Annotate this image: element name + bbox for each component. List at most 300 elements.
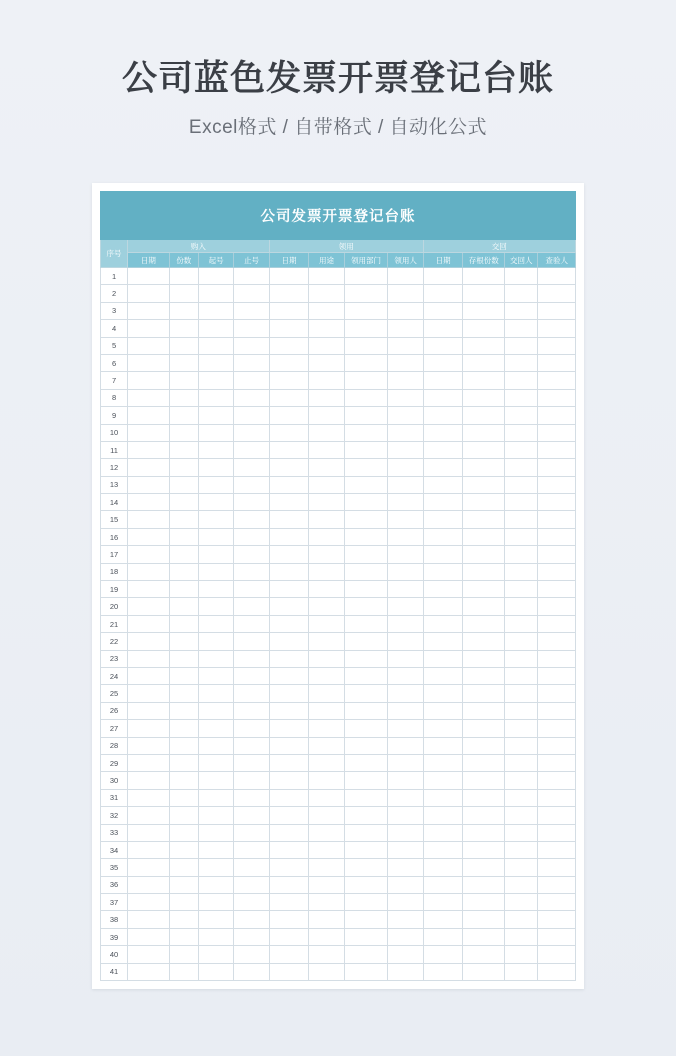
cell[interactable]	[538, 268, 576, 285]
cell[interactable]	[423, 372, 463, 389]
cell[interactable]	[198, 354, 233, 371]
cell[interactable]	[269, 546, 309, 563]
cell[interactable]	[198, 598, 233, 615]
cell[interactable]	[344, 337, 388, 354]
cell[interactable]	[309, 824, 344, 841]
cell[interactable]	[344, 650, 388, 667]
cell[interactable]	[128, 737, 170, 754]
cell[interactable]	[463, 946, 505, 963]
cell[interactable]	[388, 737, 423, 754]
cell[interactable]	[128, 946, 170, 963]
cell[interactable]	[463, 476, 505, 493]
cell[interactable]	[344, 285, 388, 302]
cell[interactable]	[344, 581, 388, 598]
cell[interactable]	[423, 789, 463, 806]
cell[interactable]	[463, 441, 505, 458]
cell[interactable]	[344, 563, 388, 580]
cell[interactable]	[463, 789, 505, 806]
cell[interactable]	[234, 581, 269, 598]
cell[interactable]	[388, 667, 423, 684]
cell[interactable]	[463, 911, 505, 928]
cell[interactable]	[234, 407, 269, 424]
cell[interactable]	[388, 963, 423, 980]
cell[interactable]	[463, 737, 505, 754]
cell[interactable]	[423, 963, 463, 980]
cell[interactable]	[128, 581, 170, 598]
cell[interactable]	[505, 563, 538, 580]
cell[interactable]	[344, 894, 388, 911]
cell[interactable]	[198, 407, 233, 424]
cell[interactable]	[463, 685, 505, 702]
cell[interactable]	[344, 859, 388, 876]
cell[interactable]	[388, 424, 423, 441]
cell[interactable]	[169, 650, 198, 667]
cell[interactable]	[234, 946, 269, 963]
cell[interactable]	[269, 615, 309, 632]
cell[interactable]	[309, 459, 344, 476]
table-row[interactable]	[101, 528, 576, 545]
cell[interactable]	[234, 789, 269, 806]
cell[interactable]	[269, 633, 309, 650]
cell[interactable]	[388, 615, 423, 632]
cell[interactable]	[234, 337, 269, 354]
cell[interactable]	[128, 459, 170, 476]
cell[interactable]	[538, 407, 576, 424]
cell[interactable]	[538, 841, 576, 858]
cell[interactable]	[423, 459, 463, 476]
cell[interactable]	[128, 528, 170, 545]
cell[interactable]	[505, 441, 538, 458]
cell[interactable]	[198, 824, 233, 841]
table-row[interactable]	[101, 824, 576, 841]
cell[interactable]	[309, 615, 344, 632]
cell[interactable]	[388, 841, 423, 858]
cell[interactable]	[309, 667, 344, 684]
cell[interactable]	[128, 302, 170, 319]
cell[interactable]	[269, 911, 309, 928]
table-row[interactable]	[101, 459, 576, 476]
cell[interactable]	[169, 320, 198, 337]
cell[interactable]	[309, 424, 344, 441]
cell[interactable]	[269, 598, 309, 615]
cell[interactable]	[463, 754, 505, 771]
cell[interactable]	[309, 441, 344, 458]
cell[interactable]	[505, 911, 538, 928]
cell[interactable]	[169, 441, 198, 458]
cell[interactable]	[128, 337, 170, 354]
cell[interactable]	[344, 720, 388, 737]
cell[interactable]	[128, 285, 170, 302]
cell[interactable]	[269, 807, 309, 824]
cell[interactable]	[388, 476, 423, 493]
cell[interactable]	[169, 389, 198, 406]
cell[interactable]	[344, 511, 388, 528]
cell[interactable]	[198, 581, 233, 598]
cell[interactable]	[309, 372, 344, 389]
cell[interactable]	[269, 720, 309, 737]
cell[interactable]	[169, 754, 198, 771]
cell[interactable]	[128, 667, 170, 684]
cell[interactable]	[463, 511, 505, 528]
cell[interactable]	[423, 720, 463, 737]
cell[interactable]	[309, 876, 344, 893]
cell[interactable]	[309, 285, 344, 302]
cell[interactable]	[505, 476, 538, 493]
cell[interactable]	[423, 667, 463, 684]
cell[interactable]	[169, 494, 198, 511]
cell[interactable]	[538, 528, 576, 545]
cell[interactable]	[423, 702, 463, 719]
cell[interactable]	[344, 528, 388, 545]
cell[interactable]	[309, 841, 344, 858]
cell[interactable]	[128, 876, 170, 893]
cell[interactable]	[169, 702, 198, 719]
cell[interactable]	[128, 598, 170, 615]
cell[interactable]	[388, 546, 423, 563]
cell[interactable]	[198, 859, 233, 876]
cell[interactable]	[169, 685, 198, 702]
cell[interactable]	[234, 546, 269, 563]
cell[interactable]	[463, 807, 505, 824]
cell[interactable]	[269, 441, 309, 458]
cell[interactable]	[388, 302, 423, 319]
cell[interactable]	[538, 511, 576, 528]
cell[interactable]	[388, 685, 423, 702]
cell[interactable]	[463, 546, 505, 563]
cell[interactable]	[423, 441, 463, 458]
cell[interactable]	[234, 720, 269, 737]
cell[interactable]	[234, 459, 269, 476]
cell[interactable]	[309, 407, 344, 424]
cell[interactable]	[198, 528, 233, 545]
cell[interactable]	[423, 285, 463, 302]
cell[interactable]	[344, 946, 388, 963]
cell[interactable]	[128, 476, 170, 493]
cell[interactable]	[269, 824, 309, 841]
table-row[interactable]	[101, 354, 576, 371]
cell[interactable]	[128, 772, 170, 789]
cell[interactable]	[344, 302, 388, 319]
cell[interactable]	[169, 528, 198, 545]
cell[interactable]	[505, 615, 538, 632]
cell[interactable]	[169, 459, 198, 476]
cell[interactable]	[463, 372, 505, 389]
cell[interactable]	[388, 337, 423, 354]
cell[interactable]	[388, 807, 423, 824]
cell[interactable]	[269, 772, 309, 789]
cell[interactable]	[198, 894, 233, 911]
cell[interactable]	[309, 928, 344, 945]
cell[interactable]	[463, 563, 505, 580]
cell[interactable]	[505, 963, 538, 980]
cell[interactable]	[198, 667, 233, 684]
cell[interactable]	[505, 285, 538, 302]
cell[interactable]	[388, 650, 423, 667]
cell[interactable]	[463, 841, 505, 858]
cell[interactable]	[423, 772, 463, 789]
cell[interactable]	[538, 285, 576, 302]
cell[interactable]	[505, 546, 538, 563]
cell[interactable]	[198, 754, 233, 771]
cell[interactable]	[234, 685, 269, 702]
cell[interactable]	[423, 737, 463, 754]
cell[interactable]	[423, 476, 463, 493]
cell[interactable]	[505, 528, 538, 545]
cell[interactable]	[234, 598, 269, 615]
cell[interactable]	[423, 824, 463, 841]
cell[interactable]	[388, 441, 423, 458]
cell[interactable]	[388, 494, 423, 511]
cell[interactable]	[388, 598, 423, 615]
cell[interactable]	[505, 928, 538, 945]
cell[interactable]	[169, 546, 198, 563]
cell[interactable]	[463, 494, 505, 511]
cell[interactable]	[505, 772, 538, 789]
cell[interactable]	[198, 633, 233, 650]
cell[interactable]	[423, 511, 463, 528]
cell[interactable]	[463, 407, 505, 424]
cell[interactable]	[505, 389, 538, 406]
cell[interactable]	[128, 354, 170, 371]
table-row[interactable]	[101, 424, 576, 441]
table-row[interactable]	[101, 285, 576, 302]
cell[interactable]	[198, 963, 233, 980]
cell[interactable]	[234, 302, 269, 319]
cell[interactable]	[538, 476, 576, 493]
cell[interactable]	[423, 563, 463, 580]
cell[interactable]	[198, 928, 233, 945]
cell[interactable]	[198, 389, 233, 406]
cell[interactable]	[538, 685, 576, 702]
cell[interactable]	[388, 372, 423, 389]
cell[interactable]	[269, 494, 309, 511]
table-row[interactable]	[101, 633, 576, 650]
cell[interactable]	[344, 876, 388, 893]
cell[interactable]	[269, 528, 309, 545]
cell[interactable]	[198, 459, 233, 476]
cell[interactable]	[423, 528, 463, 545]
cell[interactable]	[128, 911, 170, 928]
cell[interactable]	[505, 459, 538, 476]
cell[interactable]	[505, 859, 538, 876]
cell[interactable]	[128, 633, 170, 650]
cell[interactable]	[538, 876, 576, 893]
cell[interactable]	[269, 302, 309, 319]
cell[interactable]	[344, 841, 388, 858]
cell[interactable]	[423, 946, 463, 963]
cell[interactable]	[234, 563, 269, 580]
cell[interactable]	[269, 650, 309, 667]
cell[interactable]	[269, 424, 309, 441]
cell[interactable]	[169, 563, 198, 580]
cell[interactable]	[269, 337, 309, 354]
table-row[interactable]	[101, 841, 576, 858]
cell[interactable]	[198, 650, 233, 667]
table-row[interactable]	[101, 737, 576, 754]
cell[interactable]	[309, 859, 344, 876]
cell[interactable]	[505, 824, 538, 841]
cell[interactable]	[538, 633, 576, 650]
cell[interactable]	[463, 424, 505, 441]
cell[interactable]	[128, 720, 170, 737]
cell[interactable]	[388, 824, 423, 841]
cell[interactable]	[198, 911, 233, 928]
cell[interactable]	[198, 268, 233, 285]
cell[interactable]	[463, 876, 505, 893]
cell[interactable]	[234, 650, 269, 667]
cell[interactable]	[463, 928, 505, 945]
cell[interactable]	[463, 772, 505, 789]
cell[interactable]	[198, 615, 233, 632]
cell[interactable]	[505, 354, 538, 371]
cell[interactable]	[128, 963, 170, 980]
cell[interactable]	[169, 789, 198, 806]
cell[interactable]	[538, 581, 576, 598]
table-row[interactable]	[101, 685, 576, 702]
cell[interactable]	[169, 581, 198, 598]
cell[interactable]	[463, 598, 505, 615]
cell[interactable]	[234, 911, 269, 928]
cell[interactable]	[538, 337, 576, 354]
cell[interactable]	[538, 911, 576, 928]
cell[interactable]	[344, 354, 388, 371]
cell[interactable]	[169, 824, 198, 841]
cell[interactable]	[538, 720, 576, 737]
cell[interactable]	[169, 268, 198, 285]
cell[interactable]	[269, 407, 309, 424]
cell[interactable]	[198, 285, 233, 302]
table-row[interactable]	[101, 389, 576, 406]
cell[interactable]	[505, 268, 538, 285]
cell[interactable]	[198, 702, 233, 719]
cell[interactable]	[234, 754, 269, 771]
cell[interactable]	[388, 754, 423, 771]
cell[interactable]	[388, 946, 423, 963]
cell[interactable]	[423, 615, 463, 632]
cell[interactable]	[344, 911, 388, 928]
cell[interactable]	[269, 946, 309, 963]
cell[interactable]	[198, 720, 233, 737]
cell[interactable]	[198, 807, 233, 824]
cell[interactable]	[169, 615, 198, 632]
cell[interactable]	[344, 268, 388, 285]
cell[interactable]	[505, 807, 538, 824]
cell[interactable]	[269, 476, 309, 493]
cell[interactable]	[309, 337, 344, 354]
cell[interactable]	[169, 285, 198, 302]
table-row[interactable]	[101, 807, 576, 824]
cell[interactable]	[234, 320, 269, 337]
cell[interactable]	[309, 963, 344, 980]
cell[interactable]	[423, 650, 463, 667]
cell[interactable]	[463, 667, 505, 684]
cell[interactable]	[169, 354, 198, 371]
cell[interactable]	[128, 859, 170, 876]
cell[interactable]	[463, 302, 505, 319]
table-row[interactable]	[101, 563, 576, 580]
cell[interactable]	[463, 268, 505, 285]
cell[interactable]	[463, 824, 505, 841]
cell[interactable]	[538, 667, 576, 684]
table-row[interactable]	[101, 894, 576, 911]
cell[interactable]	[269, 268, 309, 285]
table-row[interactable]	[101, 789, 576, 806]
cell[interactable]	[538, 441, 576, 458]
cell[interactable]	[169, 911, 198, 928]
cell[interactable]	[234, 737, 269, 754]
cell[interactable]	[128, 494, 170, 511]
cell[interactable]	[198, 302, 233, 319]
cell[interactable]	[269, 876, 309, 893]
cell[interactable]	[505, 424, 538, 441]
cell[interactable]	[344, 407, 388, 424]
cell[interactable]	[309, 598, 344, 615]
cell[interactable]	[198, 563, 233, 580]
cell[interactable]	[463, 285, 505, 302]
cell[interactable]	[169, 894, 198, 911]
cell[interactable]	[505, 650, 538, 667]
cell[interactable]	[463, 337, 505, 354]
cell[interactable]	[344, 441, 388, 458]
table-row[interactable]	[101, 598, 576, 615]
cell[interactable]	[309, 494, 344, 511]
table-row[interactable]	[101, 928, 576, 945]
cell[interactable]	[309, 911, 344, 928]
cell[interactable]	[538, 859, 576, 876]
cell[interactable]	[505, 702, 538, 719]
cell[interactable]	[423, 876, 463, 893]
table-row[interactable]	[101, 963, 576, 980]
cell[interactable]	[538, 615, 576, 632]
cell[interactable]	[309, 807, 344, 824]
cell[interactable]	[538, 928, 576, 945]
cell[interactable]	[538, 772, 576, 789]
cell[interactable]	[198, 737, 233, 754]
cell[interactable]	[169, 407, 198, 424]
cell[interactable]	[538, 702, 576, 719]
cell[interactable]	[128, 685, 170, 702]
cell[interactable]	[128, 824, 170, 841]
cell[interactable]	[169, 807, 198, 824]
cell[interactable]	[423, 807, 463, 824]
cell[interactable]	[234, 424, 269, 441]
cell[interactable]	[169, 720, 198, 737]
cell[interactable]	[309, 685, 344, 702]
table-row[interactable]	[101, 615, 576, 632]
cell[interactable]	[423, 754, 463, 771]
cell[interactable]	[505, 754, 538, 771]
cell[interactable]	[234, 285, 269, 302]
cell[interactable]	[269, 894, 309, 911]
cell[interactable]	[128, 511, 170, 528]
cell[interactable]	[234, 859, 269, 876]
cell[interactable]	[538, 754, 576, 771]
cell[interactable]	[169, 424, 198, 441]
table-row[interactable]	[101, 320, 576, 337]
cell[interactable]	[423, 407, 463, 424]
table-row[interactable]	[101, 546, 576, 563]
cell[interactable]	[269, 685, 309, 702]
cell[interactable]	[463, 894, 505, 911]
cell[interactable]	[505, 667, 538, 684]
cell[interactable]	[269, 581, 309, 598]
table-row[interactable]	[101, 476, 576, 493]
cell[interactable]	[538, 650, 576, 667]
table-row[interactable]	[101, 650, 576, 667]
table-row[interactable]	[101, 859, 576, 876]
cell[interactable]	[128, 563, 170, 580]
cell[interactable]	[269, 928, 309, 945]
